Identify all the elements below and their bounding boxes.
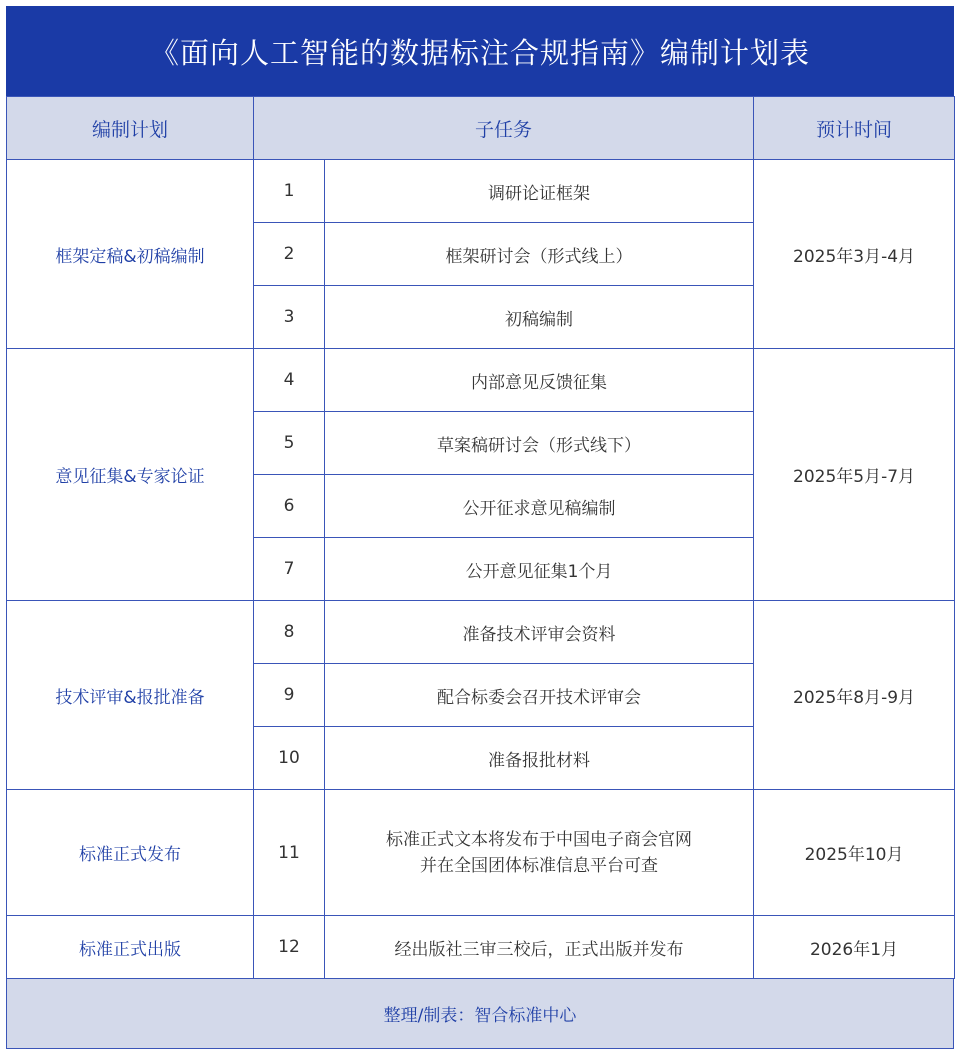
task-text-line: 并在全国团体标准信息平台可查 [420, 855, 658, 876]
plan-cell: 意见征集&专家论证 [7, 349, 254, 601]
table-title: 《面向人工智能的数据标注合规指南》编制计划表 [6, 6, 954, 96]
time-cell: 2026年1月 [754, 916, 955, 979]
task-number: 12 [254, 916, 325, 979]
task-number: 6 [254, 475, 325, 538]
schedule-table [6, 96, 955, 979]
task-number: 5 [254, 412, 325, 475]
time-cell: 2025年10月 [754, 790, 955, 916]
footer-credit: 整理/制表：智合标准中心 [6, 979, 954, 1049]
task-number: 9 [254, 664, 325, 727]
plan-cell: 标准正式发布 [7, 790, 254, 916]
plan-sheet [6, 6, 954, 1049]
task-text: 公开征求意见稿编制 [325, 475, 754, 538]
task-text: 配合标委会召开技术评审会 [325, 664, 754, 727]
task-text: 公开意见征集1个月 [325, 538, 754, 601]
time-cell: 2025年3月-4月 [754, 160, 955, 349]
task-number: 10 [254, 727, 325, 790]
task-number: 11 [254, 790, 325, 916]
table-row [7, 790, 955, 916]
plan-cell: 框架定稿&初稿编制 [7, 160, 254, 349]
time-cell: 2025年5月-7月 [754, 349, 955, 601]
task-number: 3 [254, 286, 325, 349]
task-number: 7 [254, 538, 325, 601]
task-number: 2 [254, 223, 325, 286]
task-number: 4 [254, 349, 325, 412]
table-row [7, 601, 955, 664]
table-row [7, 349, 955, 412]
header-time: 预计时间 [754, 97, 955, 160]
plan-cell: 技术评审&报批准备 [7, 601, 254, 790]
task-text [325, 790, 754, 916]
task-text: 草案稿研讨会（形式线下） [325, 412, 754, 475]
table-row [7, 160, 955, 223]
task-text: 经出版社三审三校后，正式出版并发布 [325, 916, 754, 979]
task-text-line: 标准正式文本将发布于中国电子商会官网 [386, 829, 692, 850]
task-text: 框架研讨会（形式线上） [325, 223, 754, 286]
table-row [7, 916, 955, 979]
header-row [7, 97, 955, 160]
plan-cell: 标准正式出版 [7, 916, 254, 979]
task-text: 内部意见反馈征集 [325, 349, 754, 412]
header-plan: 编制计划 [7, 97, 254, 160]
task-text: 准备报批材料 [325, 727, 754, 790]
task-text: 初稿编制 [325, 286, 754, 349]
task-number: 1 [254, 160, 325, 223]
time-cell: 2025年8月-9月 [754, 601, 955, 790]
header-subtask: 子任务 [254, 97, 754, 160]
task-number: 8 [254, 601, 325, 664]
task-text: 准备技术评审会资料 [325, 601, 754, 664]
task-text: 调研论证框架 [325, 160, 754, 223]
